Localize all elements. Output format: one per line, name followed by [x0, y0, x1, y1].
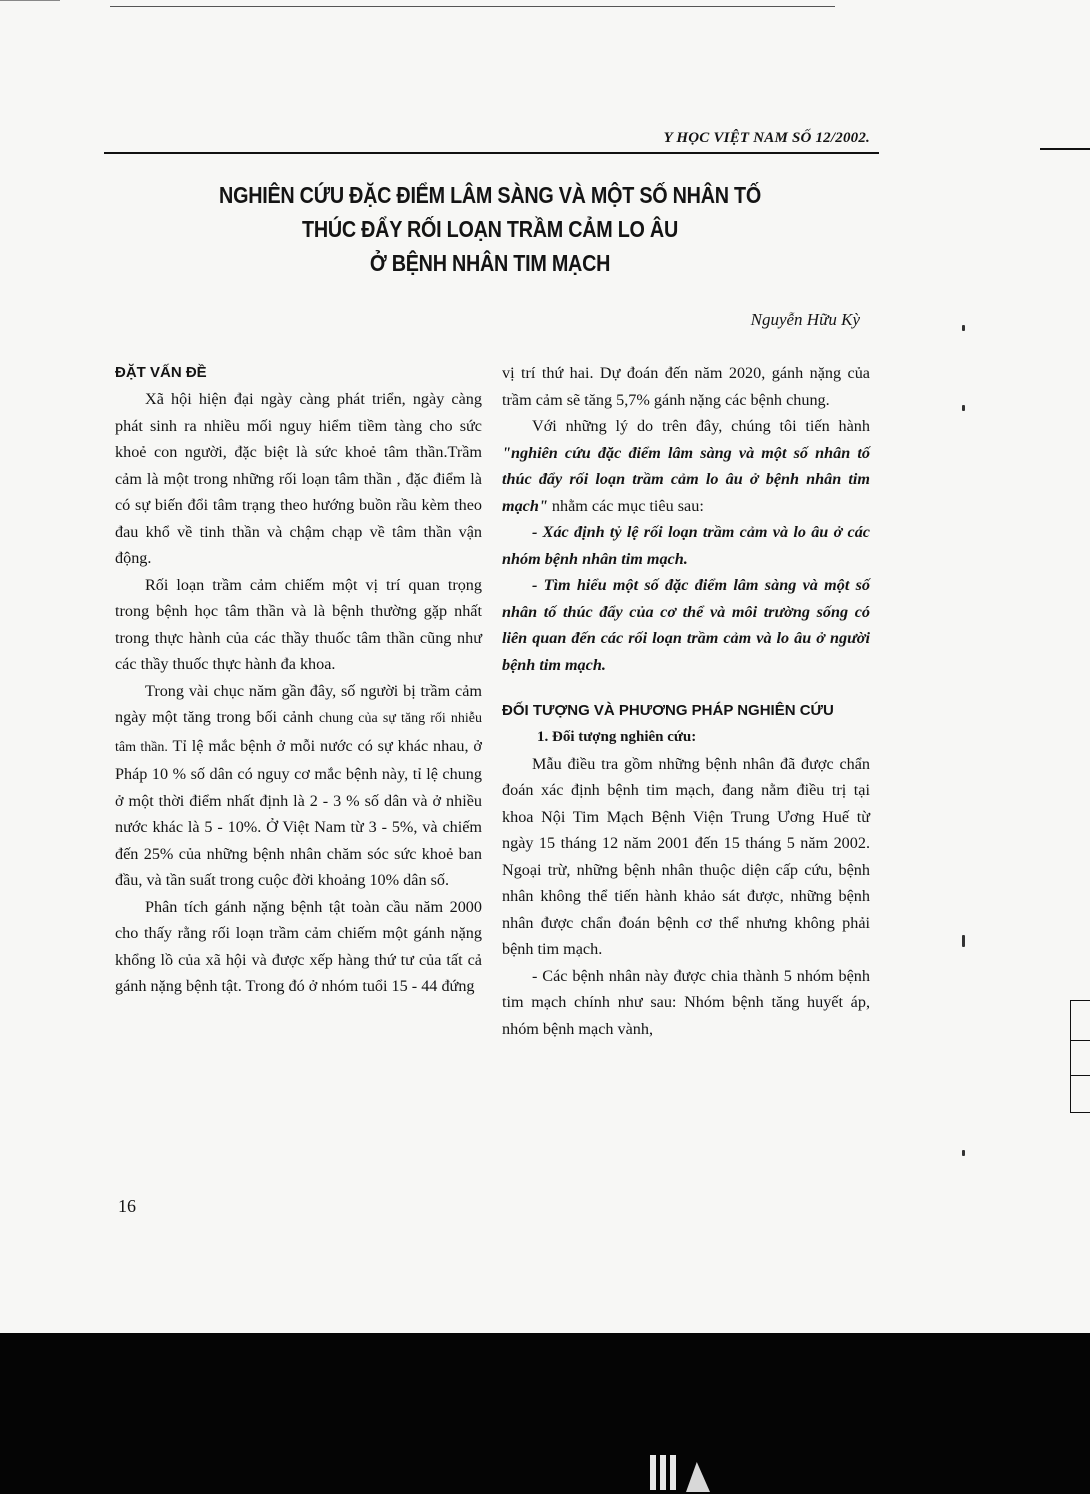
journal-header: Y HỌC VIỆT NAM SỐ 12/2002.	[663, 130, 870, 146]
left-column	[115, 360, 482, 1000]
paragraph: vị trí thứ hai. Dự đoán đến năm 2020, gánh nặng của trầm cảm sẽ tăng 5,7% gánh nặng các bệnh chung.	[502, 364, 870, 409]
objective-item: - Tìm hiểu một số đặc điểm lâm sàng và một số nhân tố thúc đẩy của cơ thể và môi trường sống có liên quan đến các rối loạn trầm cảm và lo âu ở người bệnh tim mạch.	[502, 576, 870, 674]
author-name: Nguyễn Hữu Kỳ	[750, 310, 860, 329]
scan-speck	[962, 1150, 965, 1156]
table-edge	[1070, 1000, 1071, 1112]
title-line-2: THÚC ĐẨY RỐI LOẠN TRẦM CẢM LO ÂU	[302, 216, 678, 242]
table-edge	[1070, 1112, 1090, 1113]
paragraph: Phân tích gánh nặng bệnh tật toàn cầu năm 2000 cho thấy rằng rối loạn trầm cảm chiếm một gánh nặng khổng lồ của xã hội và được xếp hàng thứ tư của tất cả gánh nặng bệnh tật. Trong đó ở nhóm tuổi 15 - 44 đứng	[115, 897, 482, 995]
scan-speck	[962, 405, 965, 411]
top-scan-rule	[110, 6, 835, 7]
text-span: nhằm các mục tiêu sau:	[547, 496, 704, 515]
scan-speck	[962, 935, 965, 947]
title-line-1: NGHIÊN CỨU ĐẶC ĐIỂM LÂM SÀNG VÀ MỘT SỐ NHÂN TỐ	[219, 182, 761, 208]
scan-edge-mark	[0, 0, 60, 1]
table-edge	[1070, 1040, 1090, 1041]
title-line-3: Ở BỆNH NHÂN TIM MẠCH	[369, 250, 611, 276]
text-span: Tỉ lệ mắc bệnh ở mỗi nước có sự khác nhau, ở Pháp 10 % số dân có nguy cơ mắc bệnh này, tỉ lệ chung ở một thời điểm nhất định là 2 - 3 % số dân và ở nhiều nước khác là 5 - 10%. Ở Việt Nam từ 3 - 5%, và chiếm đến 25% của những bệnh nhân chăm sóc sức khoẻ ban đầu, và tần suất trong cuộc đời khoảng 10% dân số.	[115, 736, 482, 889]
next-page-header-rule	[1040, 148, 1090, 150]
section-heading-intro: ĐẶT VẤN ĐỀ	[115, 364, 207, 381]
paragraph: Mẫu điều tra gồm những bệnh nhân đã được chẩn đoán xác định bệnh tim mạch, đang nằm điều trị tại khoa Nội Tim Mạch Bệnh Viện Trung Ương Huế từ ngày 15 tháng 12 năm 2001 đến 15 tháng 5 năm 2002. Ngoại trừ, những bệnh nhân thuộc diện cấp cứu, bệnh nhân không thể tiến hành khảo sát được, những bệnh nhân được chẩn đoán bệnh cơ thể nhưng không phải bệnh tim mạch.	[502, 754, 870, 958]
scan-artifact	[670, 1455, 676, 1490]
study-title-quote: "nghiên cứu đặc điểm lâm sàng và một số nhân tố thúc đẩy rối loạn trầm cảm lo âu ở bệnh nhân tim mạch"	[502, 443, 870, 515]
objective-item: - Xác định tỷ lệ rối loạn trầm cảm và lo âu ở các nhóm bệnh nhân tim mạch.	[502, 523, 870, 568]
text-span-small: chung của sự tăng rối nhiễu tâm thần.	[115, 711, 483, 755]
table-edge	[1070, 1075, 1090, 1076]
subsection-heading: 1. Đối tượng nghiên cứu:	[537, 729, 697, 745]
table-edge	[1070, 1000, 1090, 1001]
scan-artifact	[660, 1455, 666, 1490]
scan-black-border	[0, 1333, 1090, 1494]
paragraph: - Các bệnh nhân này được chia thành 5 nhóm bệnh tim mạch chính như sau: Nhóm bệnh tăng huyết áp, nhóm bệnh mạch vành,	[502, 966, 870, 1038]
scan-artifact	[650, 1455, 656, 1490]
paragraph	[115, 678, 482, 894]
header-rule	[104, 152, 879, 154]
text-span: Với những lý do trên đây, chúng tôi tiến hành	[532, 417, 870, 435]
paragraph: Rối loạn trầm cảm chiếm một vị trí quan trọng trong bệnh học tâm thần và là bệnh thường gặp nhất trong thực hành của các thầy thuốc tâm thần cũng như các thầy thuốc thực hành đa khoa.	[115, 575, 482, 673]
paragraph: Xã hội hiện đại ngày càng phát triển, ngày càng phát sinh ra nhiều mối nguy hiểm tiềm tàng cho sức khoẻ con người, đặc biệt là sức khoẻ tâm thần.Trầm cảm là một trong những rối loạn tâm thần , đặc điểm là có sự biến đổi tâm trạng theo hướng buồn rầu kèm theo đau khổ về tinh thần và chậm chạp về tâm thần vận động.	[115, 390, 482, 567]
right-column	[502, 360, 870, 1042]
paragraph	[502, 413, 870, 519]
text-span: Trong vài chục năm gần đây, số người bị trầm cảm ngày một tăng trong bối cảnh	[115, 681, 482, 726]
scan-speck	[962, 325, 965, 331]
page-number: 16	[118, 1196, 136, 1216]
section-heading-methods: ĐỐI TƯỢNG VÀ PHƯƠNG PHÁP NGHIÊN CỨU	[502, 702, 834, 719]
article-title	[163, 178, 817, 280]
